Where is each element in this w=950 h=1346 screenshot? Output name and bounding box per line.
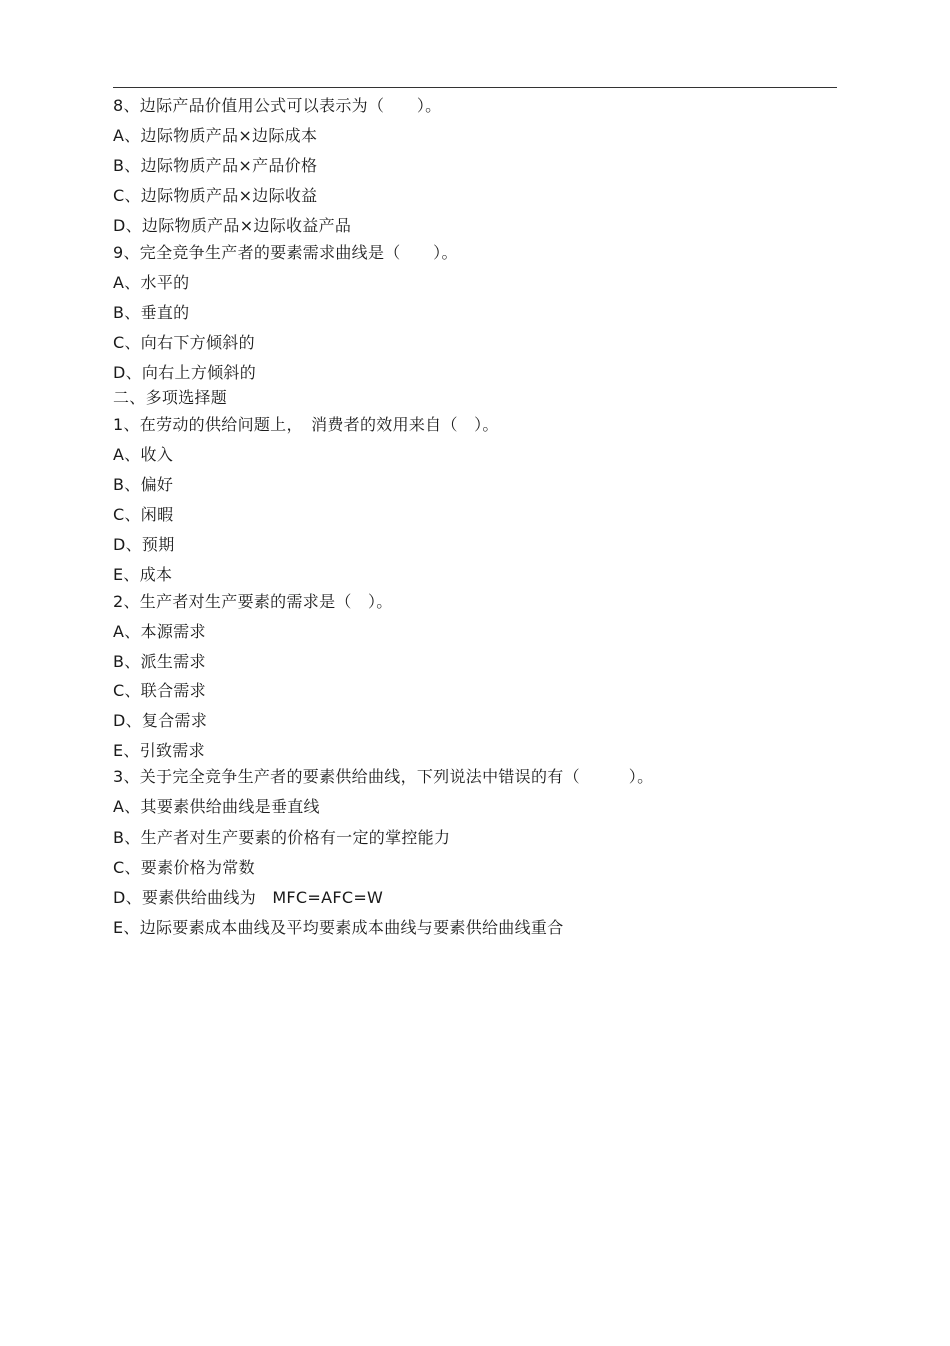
multi-question-1: 1、在劳动的供给问题上， 消费者的效用来自（ ）。	[113, 415, 499, 434]
q9-option-b: B、垂直的	[113, 303, 190, 322]
question-9: 9、完全竞争生产者的要素需求曲线是（ ）。	[113, 243, 458, 262]
section-heading-multi: 二、多项选择题	[113, 388, 228, 407]
m2-option-a: A、本源需求	[113, 622, 206, 641]
q9-option-d: D、向右上方倾斜的	[113, 363, 257, 382]
m1-option-a: A、收入	[113, 445, 174, 464]
m3-option-e: E、边际要素成本曲线及平均要素成本曲线与要素供给曲线重合	[113, 918, 564, 937]
m3-option-b: B、生产者对生产要素的价格有一定的掌控能力	[113, 828, 451, 847]
q9-option-a: A、水平的	[113, 273, 190, 292]
m2-option-b: B、派生需求	[113, 652, 206, 671]
m2-option-d: D、复合需求	[113, 711, 208, 730]
m2-option-c: C、联合需求	[113, 681, 206, 700]
q8-option-c: C、边际物质产品×边际收益	[113, 186, 318, 205]
m2-option-e: E、引致需求	[113, 741, 205, 760]
m1-option-e: E、成本	[113, 565, 173, 584]
m3-option-c: C、要素价格为常数	[113, 858, 255, 877]
q8-option-b: B、边际物质产品×产品价格	[113, 156, 318, 175]
question-8: 8、边际产品价值用公式可以表示为（ ）。	[113, 96, 442, 115]
multi-question-3: 3、关于完全竞争生产者的要素供给曲线，下列说法中错误的有（ ）。	[113, 767, 654, 786]
q8-option-a: A、边际物质产品×边际成本	[113, 126, 318, 145]
multi-question-2: 2、生产者对生产要素的需求是（ ）。	[113, 592, 393, 611]
q9-option-c: C、向右下方倾斜的	[113, 333, 255, 352]
q8-option-d: D、边际物质产品×边际收益产品	[113, 216, 352, 235]
m1-option-b: B、偏好	[113, 475, 174, 494]
m3-option-d: D、要素供给曲线为 MFC=AFC=W	[113, 888, 384, 907]
header-rule	[113, 87, 837, 88]
m1-option-d: D、预期	[113, 535, 175, 554]
m1-option-c: C、闲暇	[113, 505, 174, 524]
m3-option-a: A、其要素供给曲线是垂直线	[113, 797, 320, 816]
